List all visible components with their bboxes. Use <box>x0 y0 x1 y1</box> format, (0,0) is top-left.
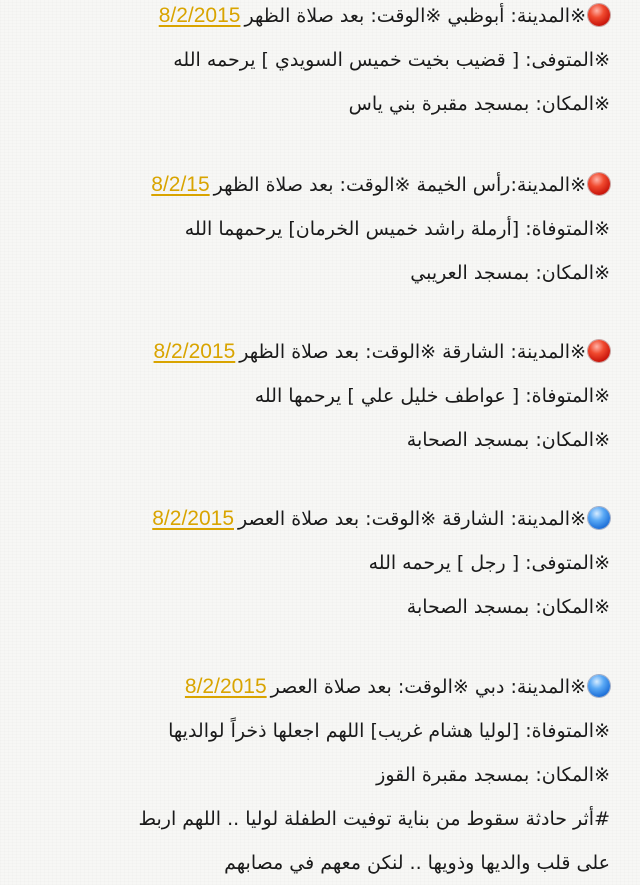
funeral-entry <box>14 163 610 295</box>
place-line: ※المكان: بمسجد الصحابة <box>406 429 610 451</box>
hashtag-note-line: #أثر حادثة سقوط من بناية توفيت الطفلة لوليا .. اللهم اربط <box>138 808 610 830</box>
city-time-line <box>14 163 610 207</box>
blue-circle-icon <box>588 507 610 529</box>
funeral-entry <box>14 330 610 462</box>
place-line: ※المكان: بمسجد الصحابة <box>406 596 610 618</box>
red-circle-icon <box>588 4 610 26</box>
red-circle-icon <box>588 173 610 195</box>
deceased-line: ※المتوفاة: [ عواطف خليل علي ] يرحمها الله <box>254 385 610 407</box>
date-link[interactable]: 8/2/2015 <box>152 507 234 530</box>
city-time-text: ※المدينة:رأس الخيمة ※الوقت: بعد صلاة الظهر <box>213 174 586 196</box>
deceased-line: ※المتوفى: [ رجل ] يرحمه الله <box>368 552 610 574</box>
date-link[interactable]: 8/2/2015 <box>158 4 241 27</box>
deceased-line: ※المتوفاة: [أرملة راشد خميس الخرمان] يرحمهما الله <box>184 218 610 240</box>
city-time-text: ※المدينة: أبوظبي ※الوقت: بعد صلاة الظهر <box>244 5 586 27</box>
deceased-line: ※المتوفى: [ قضيب بخيت خميس السويدي ] يرحمه الله <box>173 49 610 71</box>
funeral-entry <box>14 665 610 885</box>
place-line: ※المكان: بمسجد العريبي <box>410 262 610 284</box>
city-time-text: ※المدينة: دبي ※الوقت: بعد صلاة العصر <box>270 676 586 698</box>
date-link[interactable]: 8/2/15 <box>151 173 210 196</box>
city-time-line <box>14 665 610 709</box>
place-line: ※المكان: بمسجد مقبرة بني ياس <box>348 93 610 115</box>
city-time-text: ※المدينة: الشارقة ※الوقت: بعد صلاة الظهر <box>239 341 586 363</box>
city-time-line <box>14 497 610 541</box>
date-link[interactable]: 8/2/2015 <box>184 675 267 698</box>
place-line: ※المكان: بمسجد مقبرة القوز <box>376 764 610 786</box>
date-link[interactable]: 8/2/2015 <box>153 340 236 363</box>
funeral-entry <box>14 0 610 126</box>
city-time-text: ※المدينة: الشارقة ※الوقت: بعد صلاة العصر <box>238 508 586 530</box>
city-time-line <box>14 0 610 38</box>
deceased-line: ※المتوفاة: [لوليا هشام غريب] اللهم اجعلها ذخراً لوالديها <box>168 720 610 742</box>
blue-circle-icon <box>588 675 610 697</box>
city-time-line <box>14 330 610 374</box>
funeral-entry <box>14 497 610 629</box>
red-circle-icon <box>588 340 610 362</box>
prayer-note-line: على قلب والديها وذويها .. لنكن معهم في مصابهم <box>224 852 610 874</box>
